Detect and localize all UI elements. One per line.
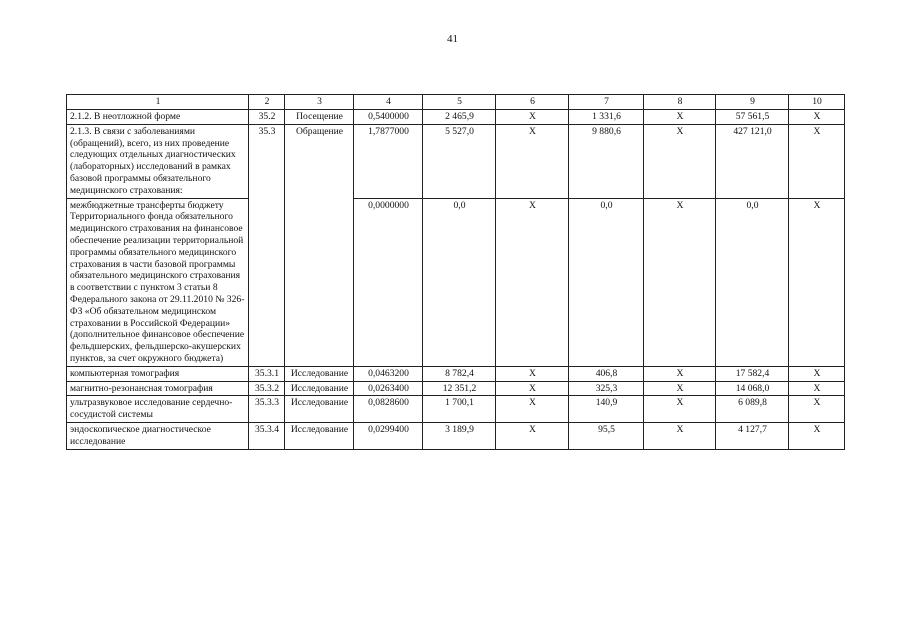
cell-col10: X [789,422,845,449]
column-header: 5 [423,95,496,110]
cell-col5: 1 700,1 [423,396,496,423]
row-code: 35.3.1 [249,366,285,381]
header-row [67,95,845,110]
row-code: 35.2 [249,110,285,125]
column-header: 9 [716,95,789,110]
cell-col7: 9 880,6 [569,124,644,198]
row-unit: Посещение [285,110,354,125]
row-code: 35.3.4 [249,422,285,449]
cell-col6: X [496,381,569,396]
cell-col9: 6 089,8 [716,396,789,423]
cell-col5: 0,0 [423,198,496,366]
row-label: эндоскопическое диагностическое исследование [67,422,249,449]
cell-col9: 427 121,0 [716,124,789,198]
cell-col7: 140,9 [569,396,644,423]
table-row [67,396,845,423]
row-code: 35.3 [249,124,285,198]
column-header: 1 [67,95,249,110]
cell-col4: 0,5400000 [354,110,423,125]
row-label: 2.1.3. В связи с заболеваниями (обращений), всего, из них проведение следующих отдельных диагностических (лабораторных) исследований в рамках базовой программы обязательного медицинского страхования: [67,124,249,198]
cell-col4: 0,0000000 [354,198,423,366]
cell-col7: 325,3 [569,381,644,396]
cell-col5: 5 527,0 [423,124,496,198]
column-header: 2 [249,95,285,110]
table-row [67,381,845,396]
row-unit [285,198,354,366]
cell-col10: X [789,110,845,125]
row-unit: Обращение [285,124,354,198]
cell-col5: 12 351,2 [423,381,496,396]
row-code: 35.3.3 [249,396,285,423]
cell-col7: 95,5 [569,422,644,449]
column-header: 4 [354,95,423,110]
cell-col5: 2 465,9 [423,110,496,125]
cell-col8: X [644,110,716,125]
row-label: межбюджетные трансферты бюджету Территориального фонда обязательного медицинского страхования на финансовое обеспечение реализации территориальной программы обязательного медицинского страхования в части базовой программы обязательного медицинского страхования в соответствии с пунктом 3 статьи 8 Федерального закона от 29.11.2010 № 326-ФЗ «Об обязательном медицинском страховании в Российской Федерации» (дополнительное финансовое обеспечение фельдшерских, фельдшерско-акушерских пунктов, за счет окружного бюджета) [67,198,249,366]
cell-col10: X [789,124,845,198]
table-row [67,198,845,366]
row-unit: Исследование [285,381,354,396]
cell-col4: 1,7877000 [354,124,423,198]
row-unit: Исследование [285,396,354,423]
cell-col8: X [644,422,716,449]
cell-col10: X [789,396,845,423]
cell-col9: 4 127,7 [716,422,789,449]
data-table [66,94,845,450]
cell-col6: X [496,366,569,381]
cell-col6: X [496,124,569,198]
cell-col8: X [644,198,716,366]
cell-col9: 0,0 [716,198,789,366]
column-header: 7 [569,95,644,110]
row-label: компьютерная томография [67,366,249,381]
cell-col5: 8 782,4 [423,366,496,381]
table-row [67,422,845,449]
cell-col8: X [644,124,716,198]
cell-col7: 406,8 [569,366,644,381]
cell-col9: 17 582,4 [716,366,789,381]
cell-col7: 0,0 [569,198,644,366]
cell-col8: X [644,366,716,381]
cell-col7: 1 331,6 [569,110,644,125]
cell-col10: X [789,198,845,366]
row-code [249,198,285,366]
row-label: ультразвуковое исследование сердечно-сосудистой системы [67,396,249,423]
row-label: 2.1.2. В неотложной форме [67,110,249,125]
column-header: 6 [496,95,569,110]
cell-col10: X [789,366,845,381]
cell-col4: 0,0463200 [354,366,423,381]
row-label: магнитно-резонансная томография [67,381,249,396]
cell-col6: X [496,198,569,366]
cell-col6: X [496,422,569,449]
row-unit: Исследование [285,422,354,449]
column-header: 10 [789,95,845,110]
table-row [67,110,845,125]
cell-col4: 0,0263400 [354,381,423,396]
cell-col9: 57 561,5 [716,110,789,125]
cell-col8: X [644,396,716,423]
cell-col8: X [644,381,716,396]
cell-col9: 14 068,0 [716,381,789,396]
cell-col10: X [789,381,845,396]
column-header: 3 [285,95,354,110]
column-header: 8 [644,95,716,110]
cell-col6: X [496,396,569,423]
table-row [67,366,845,381]
row-code: 35.3.2 [249,381,285,396]
cell-col4: 0,0828600 [354,396,423,423]
cell-col5: 3 189,9 [423,422,496,449]
cell-col6: X [496,110,569,125]
page-number: 41 [447,33,458,45]
cell-col4: 0,0299400 [354,422,423,449]
table-row [67,124,845,198]
row-unit: Исследование [285,366,354,381]
